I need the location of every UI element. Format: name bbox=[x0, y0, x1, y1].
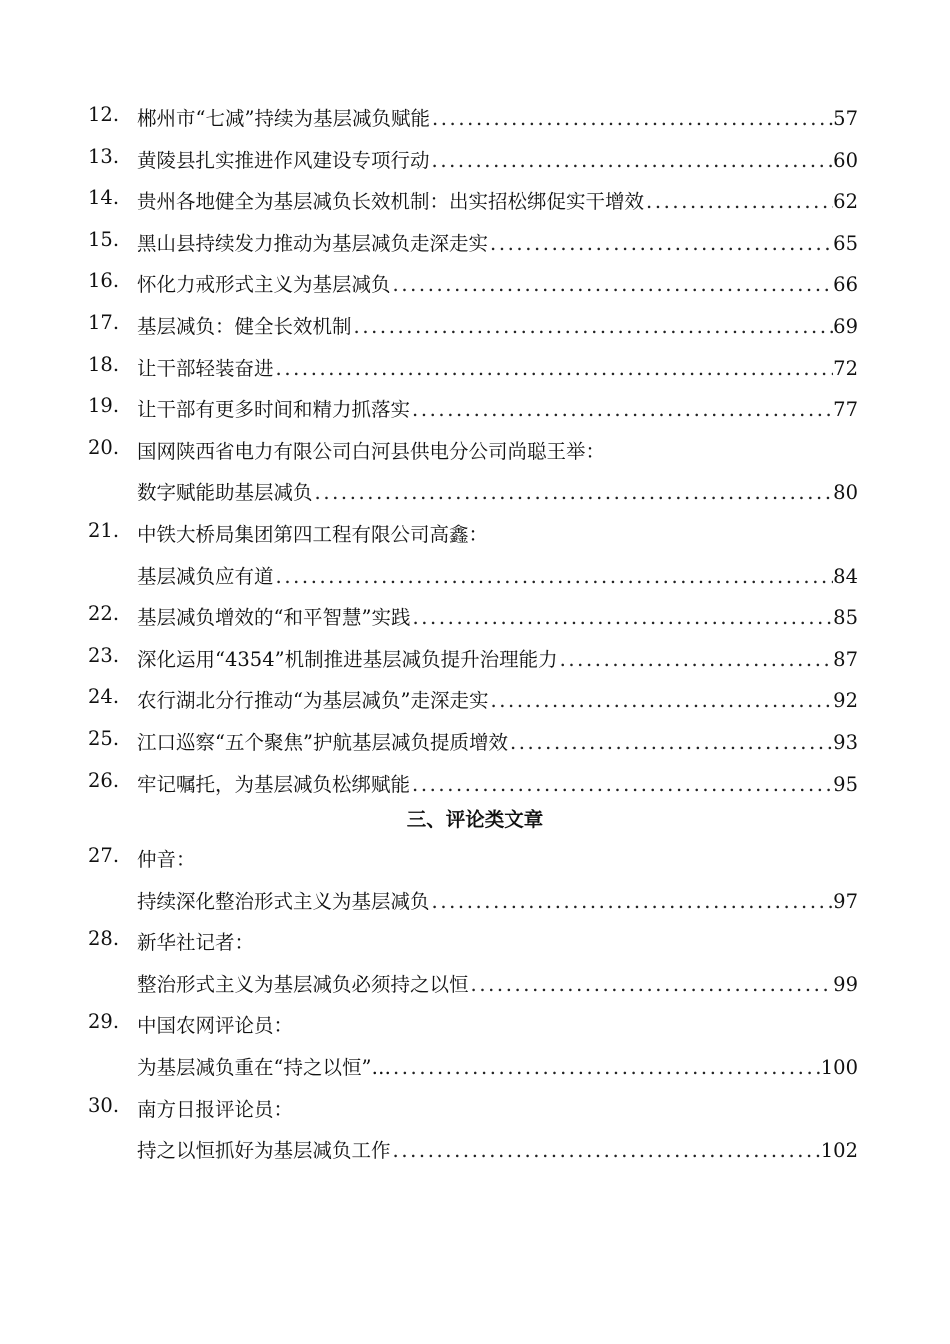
dot-leader bbox=[558, 648, 834, 671]
page-number: 97 bbox=[833, 889, 858, 913]
entry-number: 28. bbox=[88, 927, 120, 951]
entry-number: 25. bbox=[88, 726, 120, 750]
table-of-contents bbox=[0, 95, 950, 1169]
entry-author-line: 中铁大桥局集团第四工程有限公司高鑫： bbox=[137, 522, 489, 546]
entry-number: 13. bbox=[88, 144, 120, 168]
entry-author-line: 国网陕西省电力有限公司白河县供电分公司尚聪王举： bbox=[137, 439, 606, 463]
page-number: 80 bbox=[833, 481, 858, 505]
toc-entry-20-title[interactable] bbox=[0, 469, 950, 511]
dot-leader bbox=[508, 731, 833, 754]
entry-title: 江口巡察“五个聚焦”护航基层减负提质增效 bbox=[137, 730, 508, 754]
entry-title: 深化运用“4354”机制推进基层减负提升治理能力 bbox=[137, 647, 558, 671]
entry-title: 怀化力戒形式主义为基层减负 bbox=[137, 273, 391, 297]
toc-entry-19[interactable] bbox=[0, 386, 950, 428]
toc-entry-18[interactable] bbox=[0, 345, 950, 387]
entry-title: 基层减负增效的“和平智慧”实践 bbox=[137, 606, 411, 630]
page-number: 95 bbox=[833, 772, 858, 796]
toc-entry-30-title[interactable] bbox=[0, 1127, 950, 1169]
page-number: 84 bbox=[833, 564, 858, 588]
toc-entry-21-title[interactable] bbox=[0, 553, 950, 595]
page-number: 93 bbox=[833, 730, 858, 754]
entry-title: 农行湖北分行推动“为基层减负”走深走实 bbox=[137, 689, 489, 713]
dot-leader bbox=[488, 232, 833, 255]
page-number: 62 bbox=[833, 190, 858, 214]
entry-title: 整治形式主义为基层减负必须持之以恒 bbox=[137, 972, 469, 996]
toc-entry-15[interactable] bbox=[0, 220, 950, 262]
toc-entry-28-title[interactable] bbox=[0, 961, 950, 1003]
dot-leader bbox=[352, 315, 834, 338]
section-heading-text: 三、评论类文章 bbox=[406, 808, 544, 832]
toc-entry-28[interactable] bbox=[0, 919, 950, 961]
page-number: 69 bbox=[833, 314, 858, 338]
page-number: 72 bbox=[833, 356, 858, 380]
toc-entry-29-title[interactable] bbox=[0, 1044, 950, 1086]
entry-title: 基层减负应有道 bbox=[137, 564, 274, 588]
dot-leader bbox=[274, 357, 834, 380]
entry-number: 24. bbox=[88, 685, 120, 709]
toc-entry-27-title[interactable] bbox=[0, 878, 950, 920]
dot-leader bbox=[644, 190, 833, 213]
entry-number: 27. bbox=[88, 844, 120, 868]
dot-leader bbox=[274, 565, 834, 588]
entry-number: 23. bbox=[88, 643, 120, 667]
entry-author-line: 中国农网评论员： bbox=[137, 1014, 294, 1038]
entry-number: 18. bbox=[88, 352, 120, 376]
dot-leader bbox=[430, 890, 834, 913]
page-number: 92 bbox=[833, 689, 858, 713]
dot-leader bbox=[410, 773, 833, 796]
page-number: 102 bbox=[820, 1139, 858, 1163]
dot-leader bbox=[469, 973, 834, 996]
entry-number: 12. bbox=[88, 103, 120, 126]
entry-number: 15. bbox=[88, 227, 120, 251]
entry-author-line: 仲音： bbox=[137, 848, 196, 872]
entry-title: 黑山县持续发力推动为基层减负走深走实 bbox=[137, 231, 489, 255]
toc-entry-29[interactable] bbox=[0, 1002, 950, 1044]
page-number: 66 bbox=[833, 273, 858, 297]
dot-leader bbox=[391, 1139, 821, 1162]
page-number: 100 bbox=[820, 1056, 858, 1080]
toc-entry-21[interactable] bbox=[0, 511, 950, 553]
entry-number: 21. bbox=[88, 518, 120, 542]
dot-leader bbox=[410, 398, 833, 421]
entry-title: 黄陵县扎实推进作风建设专项行动 bbox=[137, 148, 430, 172]
page-number: 60 bbox=[833, 148, 858, 172]
toc-entry-22[interactable] bbox=[0, 594, 950, 636]
dot-leader bbox=[430, 149, 834, 172]
entry-number: 17. bbox=[88, 310, 120, 334]
entry-number: 19. bbox=[88, 394, 120, 418]
dot-leader bbox=[391, 273, 834, 296]
dot-leader bbox=[430, 107, 833, 130]
entry-title: 牢记嘱托，为基层减负松绑赋能 bbox=[137, 772, 411, 796]
page-number: 57 bbox=[833, 107, 858, 130]
entry-number: 14. bbox=[88, 186, 120, 210]
entry-number: 20. bbox=[88, 435, 120, 459]
entry-number: 16. bbox=[88, 269, 120, 293]
toc-entry-14[interactable] bbox=[0, 178, 950, 220]
entry-title: 数字赋能助基层减负 bbox=[137, 481, 313, 505]
entry-author-line: 新华社记者： bbox=[137, 931, 255, 955]
entry-title: 让干部轻装奋进 bbox=[137, 356, 274, 380]
toc-entry-27[interactable] bbox=[0, 836, 950, 878]
page-number: 99 bbox=[833, 972, 858, 996]
page-number: 87 bbox=[833, 647, 858, 671]
page-number: 77 bbox=[833, 398, 858, 422]
dot-leader bbox=[313, 481, 834, 504]
toc-entry-17[interactable] bbox=[0, 303, 950, 345]
entry-number: 30. bbox=[88, 1093, 120, 1117]
page-number: 65 bbox=[833, 231, 858, 255]
toc-entry-25[interactable] bbox=[0, 719, 950, 761]
entry-title: 持续深化整治形式主义为基层减负 bbox=[137, 889, 430, 913]
toc-entry-26[interactable] bbox=[0, 761, 950, 803]
toc-entry-13[interactable] bbox=[0, 137, 950, 179]
entry-number: 26. bbox=[88, 768, 120, 792]
section-heading bbox=[0, 802, 950, 836]
toc-entry-16[interactable] bbox=[0, 261, 950, 303]
dot-leader bbox=[488, 689, 833, 712]
toc-entry-24[interactable] bbox=[0, 677, 950, 719]
entry-title: 郴州市“七减”持续为基层减负赋能 bbox=[137, 107, 430, 130]
dot-leader bbox=[410, 606, 833, 629]
toc-entry-23[interactable] bbox=[0, 636, 950, 678]
toc-entry-12[interactable] bbox=[0, 95, 950, 137]
entry-title: 基层减负：健全长效机制 bbox=[137, 314, 352, 338]
entry-title: 持之以恒抓好为基层减负工作 bbox=[137, 1139, 391, 1163]
entry-title: 让干部有更多时间和精力抓落实 bbox=[137, 398, 411, 422]
entry-title: 贵州各地健全为基层减负长效机制：出实招松绑促实干增效 bbox=[137, 190, 645, 214]
page-number: 85 bbox=[833, 606, 858, 630]
dot-leader bbox=[391, 1056, 821, 1079]
entry-author-line: 南方日报评论员： bbox=[137, 1097, 294, 1121]
toc-entry-20[interactable] bbox=[0, 428, 950, 470]
entry-number: 29. bbox=[88, 1010, 120, 1034]
toc-entry-30[interactable] bbox=[0, 1086, 950, 1128]
entry-title: 为基层减负重在“持之以恒”… bbox=[137, 1056, 391, 1080]
entry-number: 22. bbox=[88, 602, 120, 626]
